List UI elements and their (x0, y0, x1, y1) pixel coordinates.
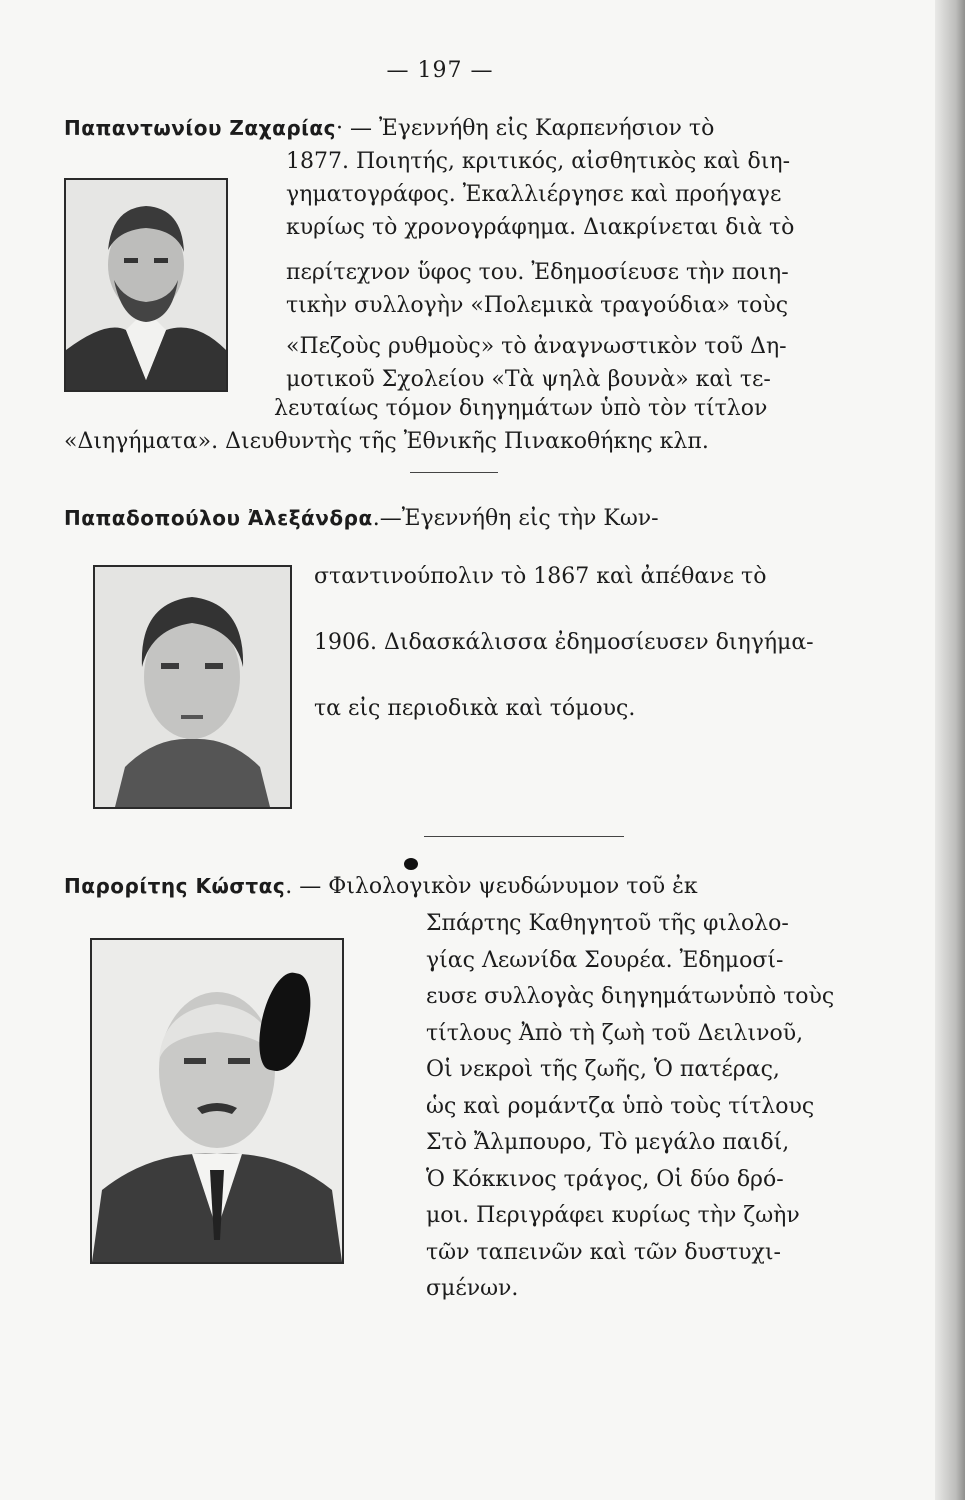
entry-line: Οἱ νεκροὶ τῆς ζωῆς, Ὁ πατέρας, (426, 1057, 780, 1082)
entry-line: Σπάρτης Καθηγητοῦ τῆς φιλολο- (426, 911, 789, 936)
page-number: — 197 — (386, 58, 494, 83)
entry-line-text: · — Ἐγεννήθη εἰς Καρπενήσιον τὸ (336, 116, 715, 141)
entry-papadopoulou-body (314, 544, 854, 742)
separator-rule (410, 472, 498, 473)
entry-line: ευσε συλλογὰς διηγημάτωνὑπὸ τοὺς (426, 984, 835, 1009)
bearded-man-portrait-icon (66, 180, 226, 390)
entry-line-text: . — Φιλολογικὸν ψευδώνυμον τοῦ ἐκ (285, 874, 698, 899)
entry-papadopoulou (64, 502, 864, 535)
entry-line: κυρίως τὸ χρονογράφημα. Διακρίνεται διὰ τὸ (286, 215, 795, 240)
entry-parorites-body (426, 906, 856, 1308)
entry-line: σταντινούπολιν τὸ 1867 καὶ ἀπέθανε τὸ (314, 564, 767, 589)
portrait-papadopoulou (93, 565, 292, 809)
entry-line: γίας Λεωνίδα Σουρέα. Ἐδημοσί- (426, 947, 784, 973)
woman-portrait-icon (95, 567, 290, 807)
entry-papantoniou (64, 112, 854, 145)
portrait-papantoniou (64, 178, 228, 392)
entry-line: «Πεζοὺς ρυθμοὺς» τὸ ἀναγνωστικὸν τοῦ Δη- (286, 334, 787, 359)
separator-rule (424, 836, 624, 837)
entry-line: «Διηγήματα». Διευθυντὴς τῆς Ἐθνικῆς Πινακοθήκης κλπ. (64, 429, 709, 454)
entry-line: περίτεχνον ὕφος του. Ἐδημοσίευσε τὴν ποιη- (286, 260, 789, 285)
entry-papantoniou-body (286, 145, 856, 396)
entry-heading: Παρορίτης Κώστας (64, 874, 286, 898)
entry-line: τικὴν συλλογὴν «Πολεμικὰ τραγούδια» τοὺς (286, 293, 789, 318)
ink-blot-stain (404, 858, 418, 870)
entry-heading: Παπαδοπούλου Ἀλεξάνδρα (64, 506, 373, 530)
entry-papantoniou-tail (64, 392, 864, 458)
entry-line: γηματογράφος. Ἐκαλλιέργησε καὶ προήγαγε (286, 182, 782, 207)
entry-line (64, 870, 864, 903)
entry-line-text: .—Ἐγεννήθη εἰς τὴν Κων- (372, 506, 659, 531)
entry-line: τῶν ταπεινῶν καὶ τῶν δυστυχι- (426, 1239, 781, 1265)
entry-line: μοτικοῦ Σχολείου «Τὰ ψηλὰ βουνὰ» καὶ τε- (286, 367, 771, 392)
entry-line: τα εἰς περιοδικὰ καὶ τόμους. (314, 696, 636, 721)
entry-line: 1906. Διδασκάλισσα ἐδημοσίευσεν διηγήμα- (314, 630, 814, 655)
entry-line: μοι. Περιγράφει κυρίως τὴν ζωὴν (426, 1203, 800, 1228)
entry-line: τίτλους Ἀπὸ τὴ ζωὴ τοῦ Δειλινοῦ, (426, 1020, 804, 1046)
entry-parorites (64, 870, 864, 903)
entry-line: 1877. Ποιητής, κριτικός, αἰσθητικὸς καὶ διη- (286, 149, 791, 174)
entry-line: σμένων. (426, 1276, 519, 1301)
entry-line (64, 112, 854, 145)
entry-line: λευταίως τόμον διηγημάτων ὑπὸ τὸν τίτλον (274, 396, 768, 421)
entry-line (64, 502, 864, 535)
page-edge-shadow (935, 0, 965, 1500)
entry-line: Ὁ Κόκκινος τράγος, Οἱ δύο δρό- (426, 1166, 784, 1192)
entry-line: Στὸ Ἄλμπουρο, Τὸ μεγάλο παιδί, (426, 1130, 790, 1155)
entry-line: ὡς καὶ ρομάντζα ὑπὸ τοὺς τίτλους (426, 1093, 815, 1119)
entry-heading: Παπαντωνίου Ζαχαρίας (64, 116, 337, 140)
